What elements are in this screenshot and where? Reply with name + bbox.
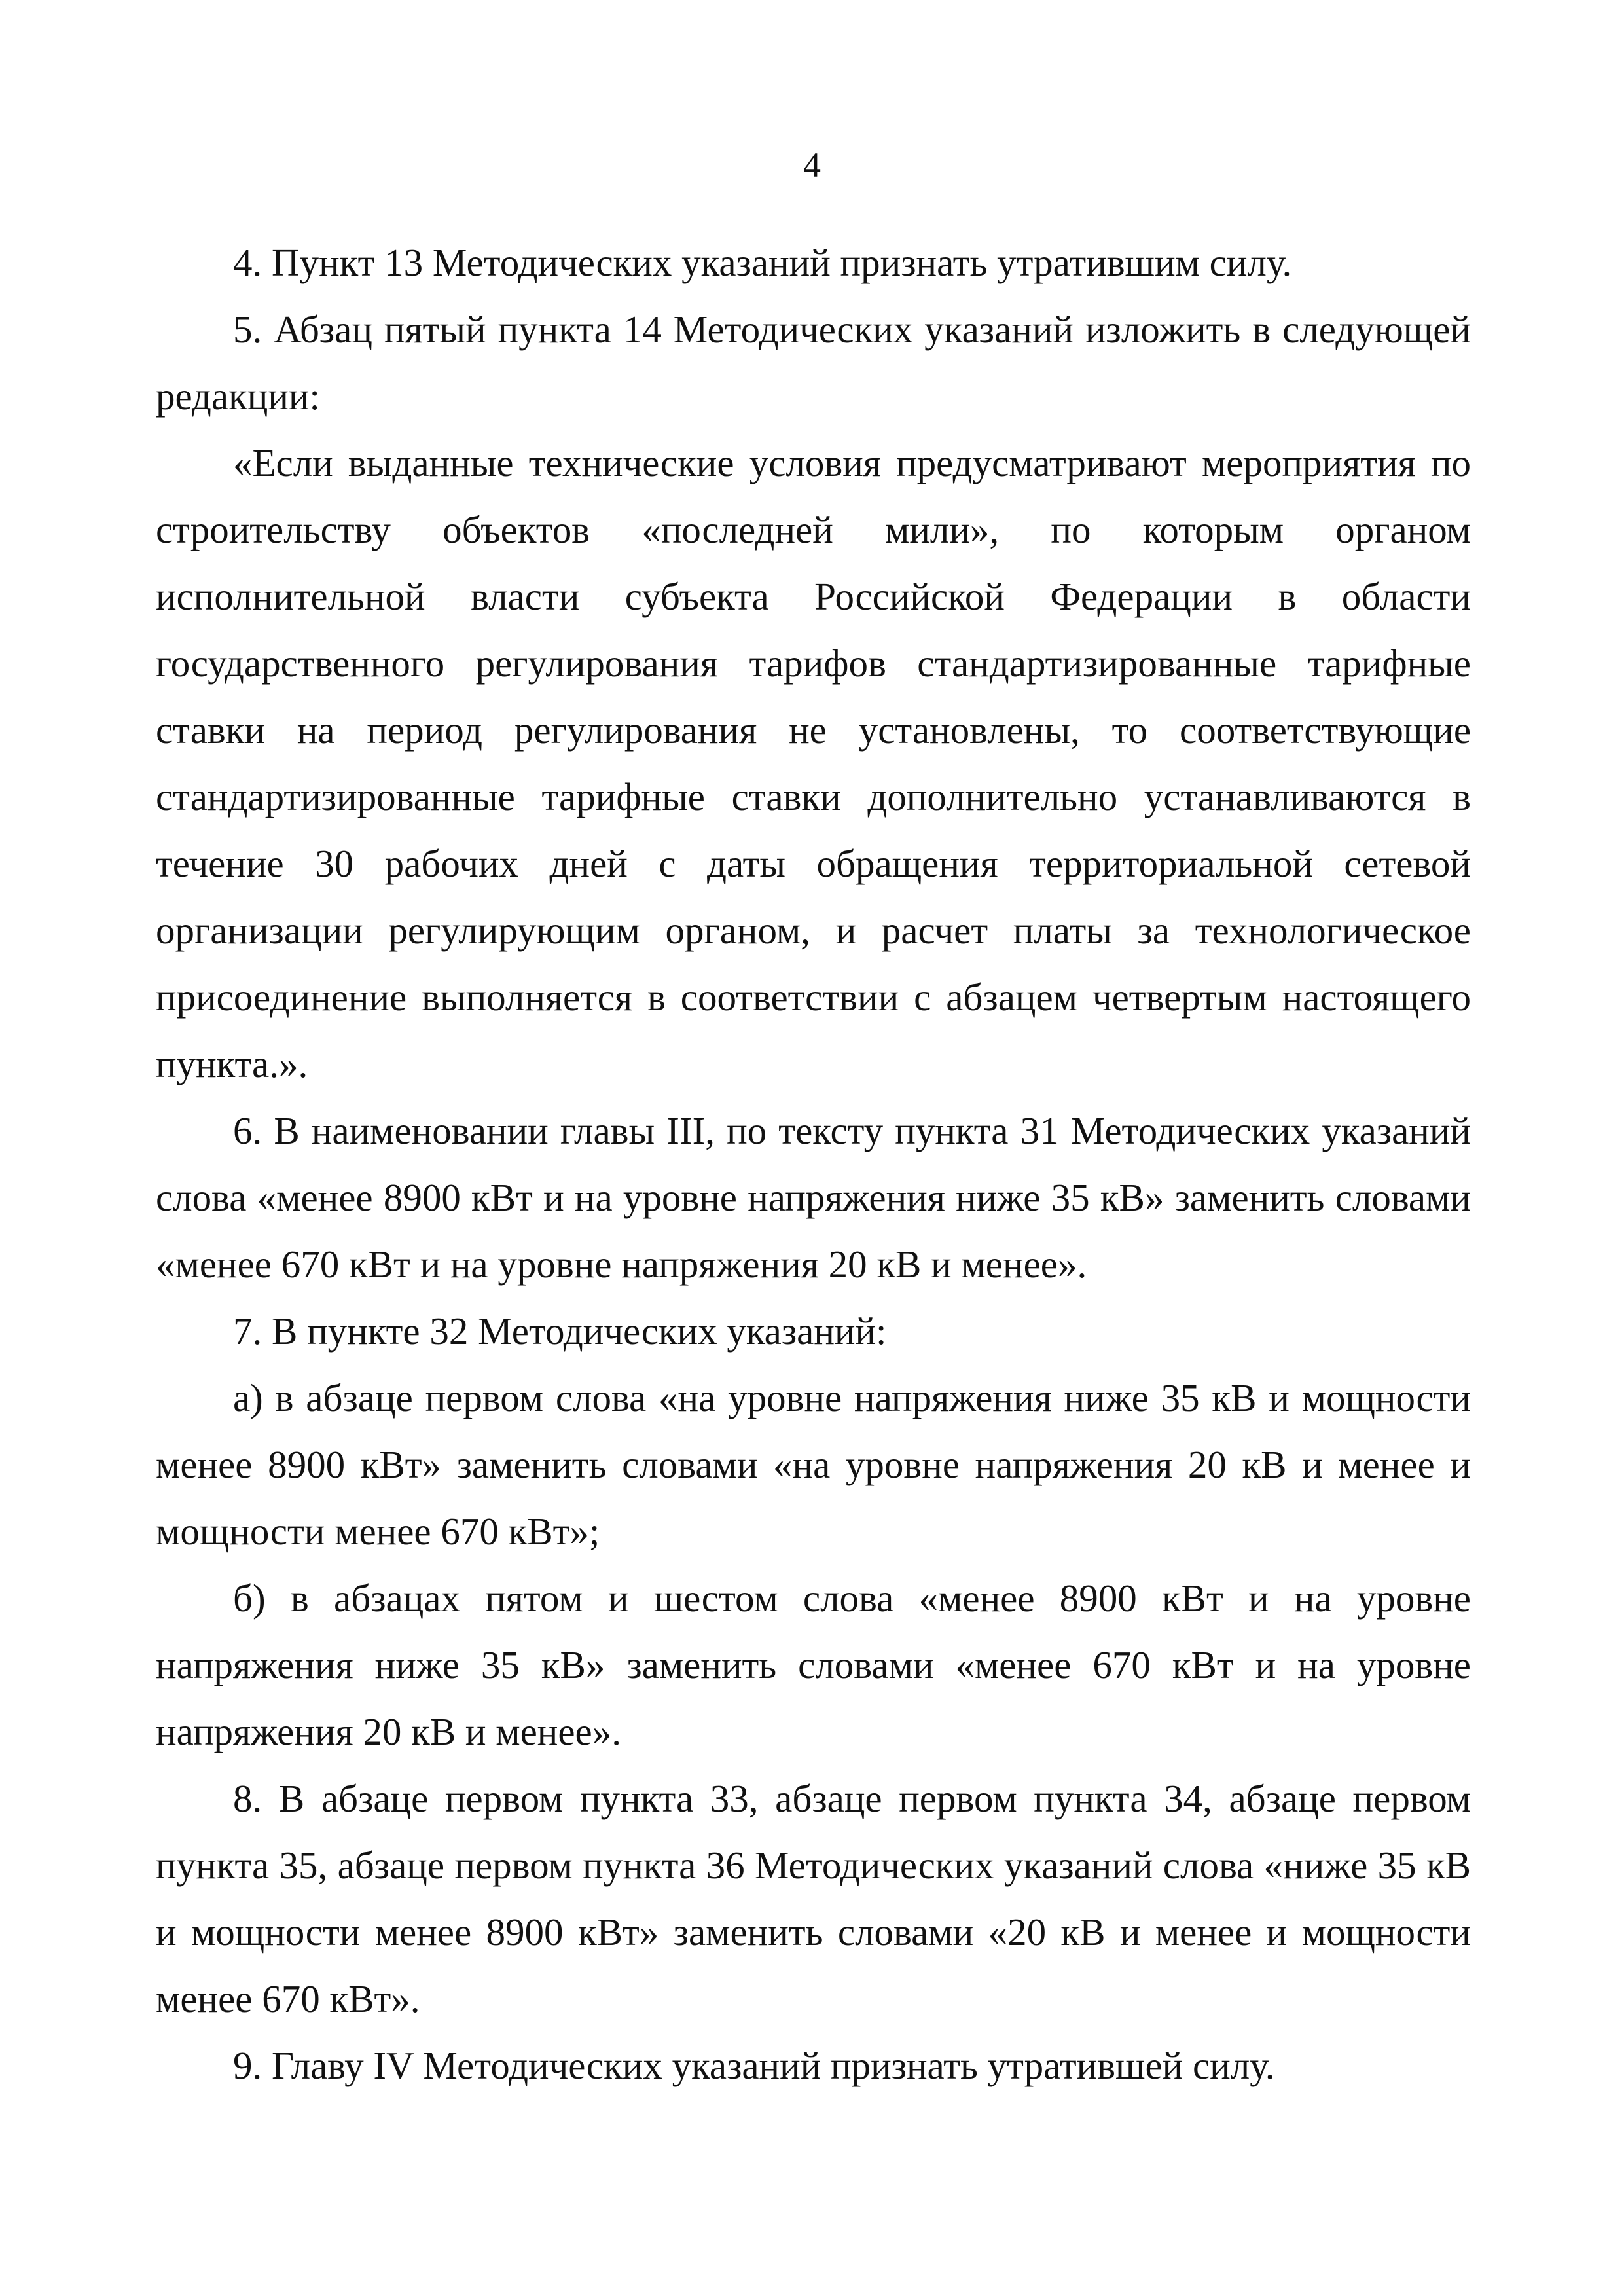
paragraph-subitem-b: б) в абзацах пятом и шестом слова «менее 8900 кВт и на уровне напряжения ниже 35 кВ» заменить словами «менее 670 кВт и на уровне напряжения 20 кВ и менее». [156, 1576, 1471, 1753]
document-body [156, 229, 1471, 2099]
paragraph-item-9: 9. Главу IV Методических указаний признать утратившей силу. [233, 2044, 1275, 2087]
paragraph-item-4: 4. Пункт 13 Методических указаний признать утратившим силу. [233, 241, 1292, 284]
paragraph-subitem-a: а) в абзаце первом слова «на уровне напряжения ниже 35 кВ и мощности менее 8900 кВт» заменить словами «на уровне напряжения 20 кВ и менее и мощности менее 670 кВт»; [156, 1376, 1471, 1553]
page-number: 4 [803, 145, 821, 185]
paragraph-item-7: 7. В пункте 32 Методических указаний: [233, 1309, 887, 1353]
paragraph-item-8: 8. В абзаце первом пункта 33, абзаце первом пункта 34, абзаце первом пункта 35, абзаце первом пункта 36 Методических указаний слова «ниже 35 кВ и мощности менее 8900 кВт» заменить словами «20 кВ и менее и мощности менее 670 кВт». [156, 1777, 1471, 2020]
paragraph-quoted-text: «Если выданные технические условия предусматривают мероприятия по строительству объектов «последней мили», по которым органом исполнительной власти субъекта Российской Федерации в области государственного регулирования тарифов стандартизированные тарифные ставки на период регулирования не установлены, то соответствующие стандартизированные тарифные ставки дополнительно устанавливаются в течение 30 рабочих дней с даты обращения территориальной сетевой организации регулирующим органом, и расчет платы за технологическое присоединение выполняется в соответствии с абзацем четвертым настоящего пункта.». [156, 441, 1471, 1085]
paragraph-item-5: 5. Абзац пятый пункта 14 Методических указаний изложить в следующей редакции: [156, 308, 1471, 418]
paragraph-item-6: 6. В наименовании главы III, по тексту пункта 31 Методических указаний слова «менее 8900 кВт и на уровне напряжения ниже 35 кВ» заменить словами «менее 670 кВт и на уровне напряжения 20 кВ и менее». [156, 1109, 1471, 1286]
